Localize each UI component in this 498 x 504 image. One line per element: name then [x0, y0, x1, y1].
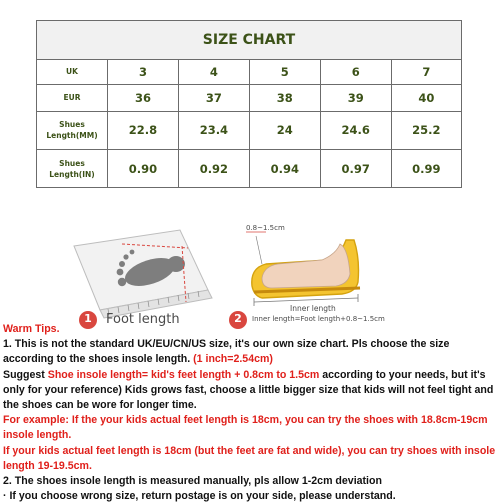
size-cell: 36	[108, 85, 179, 111]
size-cell: 40	[391, 85, 461, 111]
size-cell: 38	[249, 85, 320, 111]
row-header-line: Shues	[59, 159, 85, 169]
size-cell: 6	[320, 59, 391, 85]
warm-tips	[3, 322, 497, 504]
row-header-line: Shues	[59, 120, 85, 130]
size-row	[37, 59, 461, 85]
badge-two-number: 2	[234, 312, 242, 325]
size-cell: 0.92	[178, 150, 249, 188]
tip-return-postage: · If you choose wrong size, return postage is on your side, please understand.	[3, 490, 396, 503]
size-cell: 0.99	[391, 150, 461, 188]
size-cell: 0.90	[108, 150, 179, 188]
row-header	[37, 111, 108, 150]
row-header	[37, 59, 108, 85]
size-cell: 25.2	[391, 111, 461, 150]
tip-suggest: Suggest Shoe insole length= kid's feet length + 0.8cm to 1.5cm according to your needs, but it's only for your reference) Kids grows fast, choose a little bigger size that kids will not feel tight and the shoes can be wore for longer time.	[3, 368, 494, 412]
size-cell: 3	[108, 59, 179, 85]
tip-example-2: If your kids actual feet length is 18cm (but the feet are fat and wide), you can try shoes with insole length 19-19.5cm.	[3, 444, 496, 472]
size-cell: 37	[178, 85, 249, 111]
inner-length-label: Inner length	[290, 304, 336, 313]
size-row	[37, 111, 461, 150]
inner-length-formula: Inner length=Foot length+0.8~1.5cm	[252, 315, 385, 323]
inner-length-figure	[232, 218, 402, 330]
tips-heading: Warm Tips.	[3, 323, 60, 335]
size-row	[37, 85, 461, 111]
chart-title: SIZE CHART	[37, 21, 461, 60]
size-chart-table	[36, 20, 462, 188]
size-cell: 5	[249, 59, 320, 85]
size-cell: 4	[178, 59, 249, 85]
size-cell: 0.97	[320, 150, 391, 188]
size-cell: 23.4	[178, 111, 249, 150]
foot-length-label: Foot length	[106, 312, 180, 327]
size-row	[37, 150, 461, 188]
gap-measure-label: 0.8~1.5cm	[246, 224, 285, 232]
size-cell: 24.6	[320, 111, 391, 150]
row-header-line: UK	[66, 67, 78, 77]
row-header-line: Length(IN)	[49, 170, 95, 180]
size-cell: 24	[249, 111, 320, 150]
row-header-line: Length(MM)	[46, 131, 98, 141]
tip-deviation: 2. The shoes insole length is measured manually, pls allow 1-2cm deviation	[3, 475, 382, 488]
badge-one-number: 1	[84, 312, 92, 325]
tip-example-1: For example: If the your kids actual feet length is 18cm, you can try the shoes with 18.8cm-19cm insole length.	[3, 414, 488, 442]
size-table	[37, 59, 461, 188]
row-header	[37, 150, 108, 188]
foot-length-figure	[60, 220, 230, 330]
size-cell: 7	[391, 59, 461, 85]
tip-size-standard: 1. This is not the standard UK/EU/CN/US size, it's our own size chart. Pls choose the size according to the shoes insole length. (1 inch=2.54cm)	[3, 338, 450, 366]
shoe-foot-illustration	[232, 218, 402, 330]
size-cell: 39	[320, 85, 391, 111]
size-cell: 22.8	[108, 111, 179, 150]
row-header	[37, 85, 108, 111]
size-cell: 0.94	[249, 150, 320, 188]
row-header-line: EUR	[63, 93, 81, 103]
